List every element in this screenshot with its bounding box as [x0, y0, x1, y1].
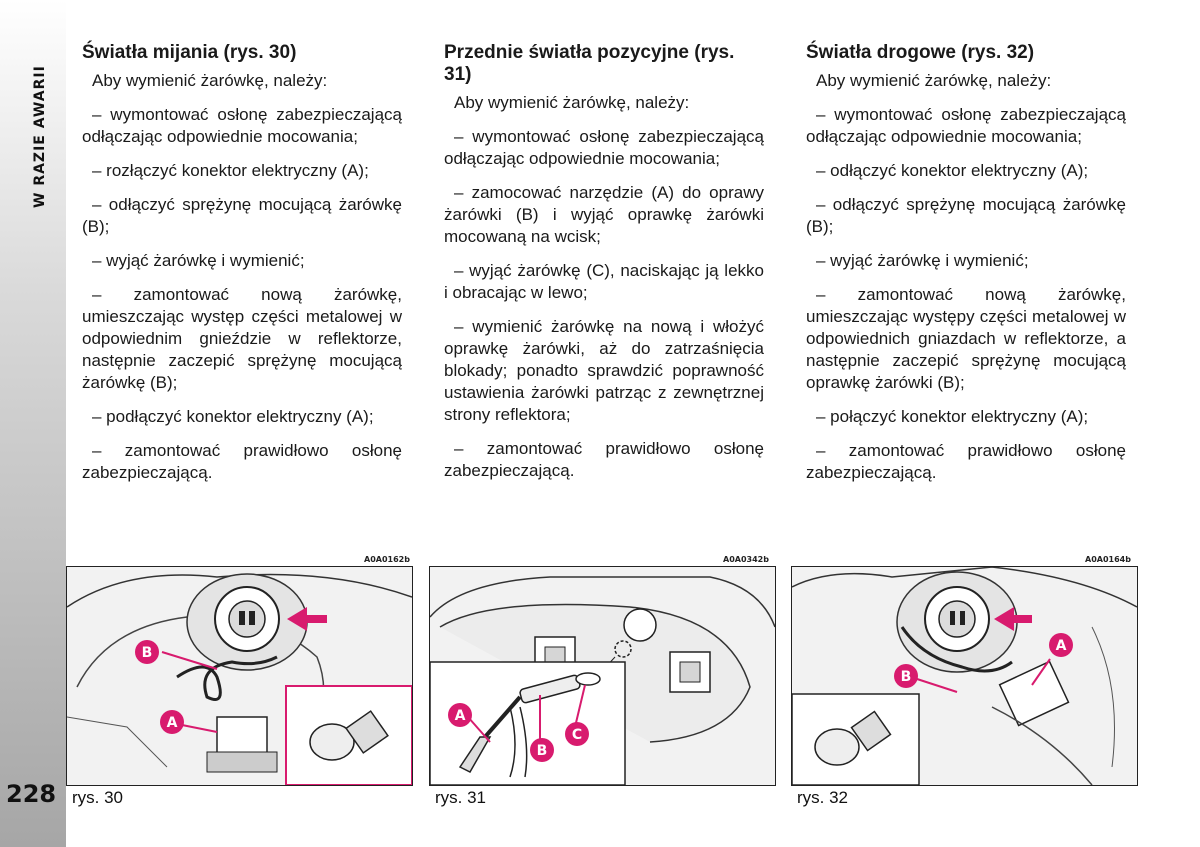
callout-b-label: B: [141, 645, 153, 661]
step: – zamontować prawidłowo osłonę zabezpieczającą.: [806, 441, 1126, 482]
step: – odłączyć konektor elektryczny (A);: [816, 161, 1089, 180]
step: – zamontować prawidłowo osłonę zabezpieczającą.: [444, 439, 764, 480]
high-beam-illustration: [792, 567, 1137, 785]
position-light-illustration: [430, 567, 775, 785]
section-label: [12, 40, 52, 220]
step: – odłączyć sprężynę mocującą żarówkę (B);: [82, 195, 402, 236]
figure-caption: rys. 32: [797, 788, 849, 807]
section-sidebar: [0, 0, 66, 847]
figure-position-light-diagram: [429, 566, 776, 786]
heading-low-beam: Światła mijania (rys. 30): [82, 42, 297, 63]
step: – zamontować nową żarówkę, umieszczając występ części metalowej w odpowiednim gnieździe w reflektorze, następnie zaczepić sprężynę mocującą żarówkę (B);: [82, 285, 402, 392]
callout-a-label: A: [1055, 638, 1067, 654]
step: – rozłączyć konektor elektryczny (A);: [92, 161, 369, 180]
heading-high-beam: Światła drogowe (rys. 32): [806, 42, 1035, 63]
step: – wymontować osłonę zabezpieczającą odłączając odpowiednie mocowania;: [444, 127, 764, 168]
page-number: 228: [6, 780, 57, 808]
column-high-beam: [806, 42, 1126, 496]
figure-caption: rys. 30: [72, 788, 124, 807]
callout-a-label: A: [454, 708, 466, 724]
step: – zamocować narzędzie (A) do oprawy żarówki (B) i wyjąć oprawkę żarówki mocowaną na wcisk;: [444, 183, 764, 246]
step: – połączyć konektor elektryczny (A);: [816, 407, 1089, 426]
callout-b-label: B: [900, 669, 912, 685]
column-position-lights: [444, 42, 764, 494]
callout-b-label: B: [536, 743, 548, 759]
step: – wyjąć żarówkę i wymienić;: [816, 251, 1029, 270]
figure-high-beam-diagram: [791, 566, 1138, 786]
step: – wymienić żarówkę na nową i włożyć oprawkę żarówki, aż do zatrzaśnięcia blokady; ponadto sprawdzić poprawność ustawienia żarówki patrząc z zewnętrznej strony reflektora;: [444, 317, 764, 424]
step: – zamontować nową żarówkę, umieszczając występy części metalowej w odpowiednich gniazdach w reflektorze, a następnie zaczepić sprężynę mocującą oprawkę żarówki (B);: [806, 285, 1126, 392]
figure-low-beam-diagram: [66, 566, 413, 786]
callout-c-label: C: [571, 727, 583, 743]
heading-position-lights: Przednie światła pozycyjne (rys. 31): [444, 42, 735, 85]
section-title: W RAZIE AWARII: [32, 65, 48, 208]
step: – wyjąć żarówkę (C), naciskając ją lekko i obracając w lewo;: [444, 261, 764, 302]
figure-caption: rys. 31: [435, 788, 487, 807]
step: – wyjąć żarówkę i wymienić;: [92, 251, 305, 270]
figure-code: A0A0342b: [723, 555, 769, 564]
intro-text: Aby wymienić żarówkę, należy:: [816, 71, 1052, 90]
figure-code: A0A0162b: [364, 555, 410, 564]
connector: [217, 717, 267, 757]
bulb-icon: [576, 673, 600, 685]
low-beam-illustration: [67, 567, 412, 785]
step: – wymontować osłonę zabezpieczającą odłączając odpowiednie mocowania;: [82, 105, 402, 146]
step: – podłączyć konektor elektryczny (A);: [92, 407, 374, 426]
step: – odłączyć sprężynę mocującą żarówkę (B);: [806, 195, 1126, 236]
intro-text: Aby wymienić żarówkę, należy:: [92, 71, 328, 90]
figure-code: A0A0164b: [1085, 555, 1131, 564]
column-low-beam: [82, 42, 402, 496]
step: – wymontować osłonę zabezpieczającą odłączając odpowiednie mocowania;: [806, 105, 1126, 146]
callout-a-label: A: [166, 715, 178, 731]
intro-text: Aby wymienić żarówkę, należy:: [454, 93, 690, 112]
bulb-icon: [815, 729, 859, 765]
step: – zamontować prawidłowo osłonę zabezpieczającą.: [82, 441, 402, 482]
